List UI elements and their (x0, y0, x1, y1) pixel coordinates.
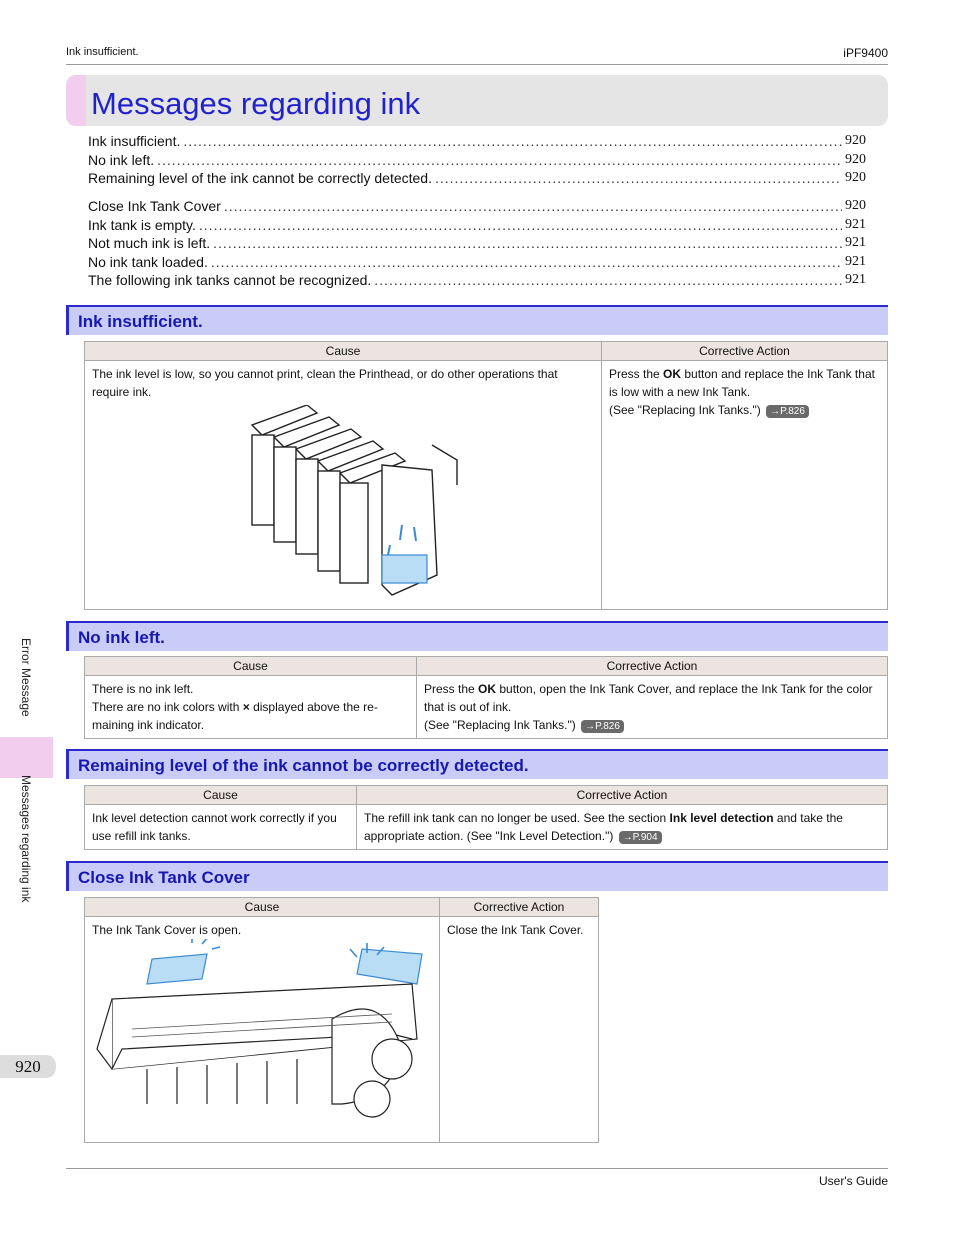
cause-line-1: There is no ink left. (92, 682, 194, 696)
toc-group-1 (88, 132, 866, 188)
running-header-section: Ink insufficient. (66, 46, 139, 58)
action-text (424, 680, 880, 716)
running-header-model: iPF9400 (843, 46, 888, 60)
page-title-box (66, 75, 888, 126)
action-text-pre: Press the (609, 367, 664, 381)
toc-entry[interactable] (88, 197, 866, 216)
toc-entry[interactable] (88, 132, 866, 151)
action-text-post: and take the appropriate action. (See "Ink Level Detection.") (364, 811, 843, 843)
section-title: Remaining level of the ink cannot be correctly detected. (78, 756, 529, 775)
toc-leader (374, 271, 842, 290)
action-text-pre: Press the (424, 682, 479, 696)
ink-insufficient-table (84, 341, 888, 610)
ink-tanks-illustration (92, 405, 594, 605)
toc-page: 921 (845, 272, 866, 288)
cause-cell (85, 676, 417, 739)
cause-text: The ink level is low, so you cannot print, clean the Printhead, or do other operations that require ink. (92, 367, 558, 399)
cause-line-2 (92, 698, 409, 734)
close-cover-table (84, 897, 599, 1143)
toc-entry[interactable] (88, 271, 866, 290)
no-ink-left-table (84, 656, 888, 739)
toc-leader (224, 197, 842, 216)
action-header: Corrective Action (357, 786, 888, 805)
page-ref-link[interactable]: →P.904 (619, 831, 662, 844)
toc-entry[interactable] (88, 234, 866, 253)
cause-text-pre: There are no ink colors with (92, 700, 243, 714)
cause-cell (85, 361, 602, 610)
toc-leader (435, 169, 842, 188)
ok-button-label: OK (663, 367, 682, 381)
page-title: Messages regarding ink (91, 86, 421, 121)
section-title: Close Ink Tank Cover (78, 868, 250, 887)
toc-label: Remaining level of the ink cannot be correctly detected. (88, 170, 432, 187)
action-text-post: button, open the Ink Tank Cover, and replace the Ink Tank for the color that is out of ink. (424, 682, 873, 714)
toc-leader (199, 216, 842, 235)
toc-leader (183, 132, 842, 151)
section-heading-ink-insufficient (66, 305, 888, 335)
x-mark-symbol: × (242, 700, 250, 714)
side-tab-section: Messages regarding ink (19, 775, 33, 903)
cause-text-post: displayed above the re-maining ink indicator. (92, 700, 378, 732)
cause-cell: Ink level detection cannot work correctly if you use refill ink tanks. (85, 805, 357, 850)
action-header: Corrective Action (602, 342, 888, 361)
toc-entry[interactable] (88, 169, 866, 188)
footer-guide-name: User's Guide (819, 1174, 888, 1188)
toc-page: 921 (845, 216, 866, 232)
cause-header: Cause (85, 898, 440, 917)
toc-label: Close Ink Tank Cover (88, 198, 221, 214)
printer-illustration (92, 939, 432, 1129)
toc-label: Ink insufficient. (88, 133, 181, 149)
page-ref-link[interactable]: →P.826 (581, 720, 624, 733)
toc-leader (157, 151, 842, 170)
cause-header: Cause (85, 342, 602, 361)
ink-level-detection-label: Ink level detection (669, 811, 774, 825)
title-accent (66, 75, 86, 126)
section-heading-close-ink-tank-cover (66, 861, 888, 891)
toc-entry[interactable] (88, 151, 866, 170)
toc-label: Not much ink is left. (88, 235, 211, 252)
see-text: (See "Replacing Ink Tanks.") (609, 403, 761, 417)
toc-label: No ink tank loaded. (88, 253, 208, 270)
cause-text: The Ink Tank Cover is open. (92, 923, 242, 937)
toc-entry[interactable] (88, 216, 866, 235)
toc-page: 920 (845, 133, 866, 148)
side-tab-marker (0, 737, 53, 778)
toc-label: Ink tank is empty. (88, 216, 196, 233)
action-text (609, 365, 880, 401)
action-cell (417, 676, 888, 739)
see-reference (609, 401, 880, 419)
toc-entry[interactable] (88, 253, 866, 272)
toc-page: 921 (845, 253, 866, 269)
toc-page: 921 (845, 235, 866, 251)
toc-leader (213, 234, 842, 253)
action-cell (357, 805, 888, 850)
toc-page: 920 (845, 170, 866, 186)
side-tab-chapter: Error Message (19, 638, 33, 717)
ok-button-label: OK (478, 682, 497, 696)
see-text: (See "Replacing Ink Tanks.") (424, 718, 576, 732)
action-header: Corrective Action (417, 657, 888, 676)
cause-header: Cause (85, 786, 357, 805)
toc-page: 920 (845, 198, 866, 213)
cause-header: Cause (85, 657, 417, 676)
action-header: Corrective Action (440, 898, 599, 917)
section-heading-no-ink-left (66, 621, 888, 651)
toc-label: The following ink tanks cannot be recognized. (88, 272, 372, 289)
action-text-post: button and replace the Ink Tank that is low with a new Ink Tank. (609, 367, 875, 399)
page-number: 920 (0, 1055, 56, 1078)
section-heading-remaining-level (66, 749, 888, 779)
header-rule (66, 64, 888, 65)
footer-rule (66, 1168, 888, 1169)
toc-group-2 (88, 197, 866, 290)
toc-label: No ink left. (88, 151, 155, 168)
page-ref-link[interactable]: →P.826 (766, 405, 809, 418)
toc-leader (211, 253, 842, 272)
action-cell: Close the Ink Tank Cover. (440, 917, 599, 1143)
toc-page: 920 (845, 151, 866, 167)
action-cell (602, 361, 888, 610)
see-reference (424, 716, 880, 734)
remaining-level-table (84, 785, 888, 850)
section-title: No ink left. (78, 628, 165, 647)
section-title: Ink insufficient. (78, 312, 203, 331)
cause-cell (85, 917, 440, 1143)
action-text-pre: The refill ink tank can no longer be used. See the section (364, 811, 670, 825)
